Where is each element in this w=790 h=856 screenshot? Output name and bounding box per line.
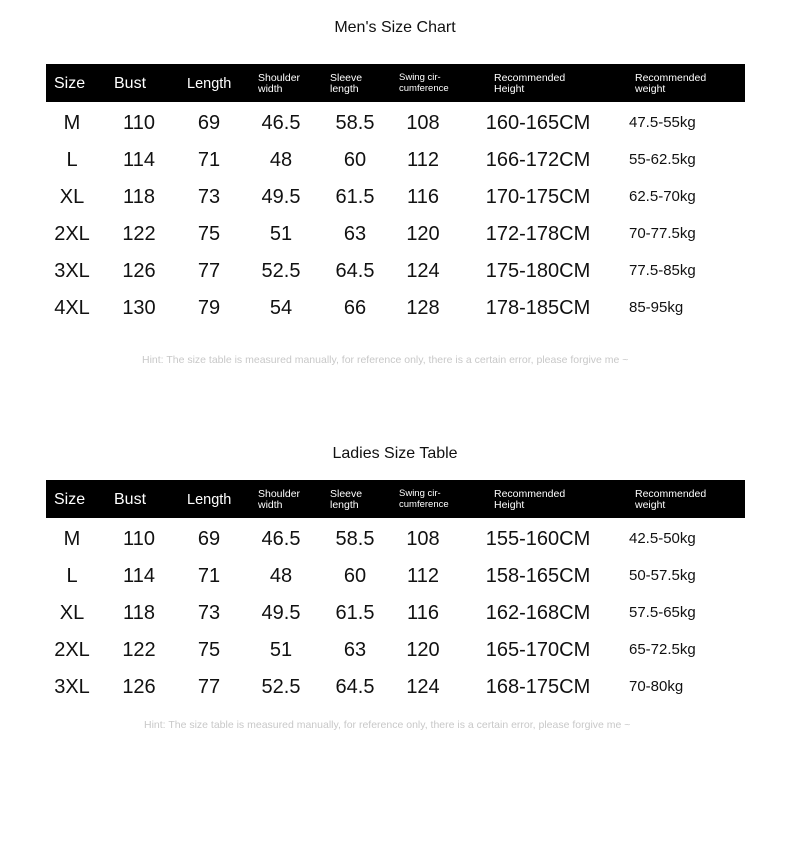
cell-bust: 118: [123, 186, 155, 208]
cell-bust: 122: [122, 639, 156, 661]
cell-bust: 110: [123, 112, 155, 134]
cell-size: XL: [59, 602, 85, 624]
women-hint-text: Hint: The size table is measured manually, for reference only, there is a certain error, please forgive me ~: [144, 719, 631, 731]
cell-length: 73: [197, 602, 221, 624]
cell-length: 69: [197, 112, 221, 134]
cell-recommended-height: 166-172CM: [485, 149, 591, 171]
cell-length: 77: [197, 676, 221, 698]
cell-recommended-height: 162-168CM: [485, 602, 591, 624]
header-shoulder-line1: Shoulder: [258, 488, 301, 500]
cell-size: M: [63, 528, 81, 550]
header-weight: [635, 489, 706, 511]
cell-sleeve-length: 60: [343, 149, 367, 171]
cell-size: L: [66, 149, 78, 171]
cell-swing-circumference: 128: [406, 297, 440, 319]
table-row: [46, 251, 745, 288]
table-row: [46, 667, 745, 704]
cell-swing-circumference: 108: [406, 112, 440, 134]
header-weight-line1: Recommended: [635, 488, 707, 500]
header-swing-line2: cumference: [399, 83, 449, 94]
cell-sleeve-length: 64.5: [335, 260, 375, 282]
header-bust: Bust: [114, 491, 147, 508]
cell-size: M: [63, 112, 81, 134]
cell-shoulder-width: 48: [269, 149, 293, 171]
header-shoulder-line2: width: [258, 83, 283, 95]
header-weight: [635, 73, 706, 95]
cell-sleeve-length: 63: [343, 223, 367, 245]
cell-bust: 122: [122, 223, 156, 245]
cell-sleeve-length: 60: [343, 565, 367, 587]
cell-swing-circumference: 124: [406, 260, 440, 282]
cell-recommended-height: 178-185CM: [485, 297, 591, 319]
cell-sleeve-length: 61.5: [335, 186, 375, 208]
cell-bust: 130: [122, 297, 156, 319]
header-weight-line2: weight: [635, 83, 666, 95]
cell-recommended-weight: 42.5-50kg: [629, 530, 696, 547]
header-length: Length: [187, 492, 232, 508]
header-swing: [399, 488, 449, 510]
women-header-row: [46, 480, 745, 518]
table-row: [46, 288, 745, 325]
cell-recommended-weight: 65-72.5kg: [629, 641, 696, 658]
header-swing-line1: Swing cir-: [399, 488, 441, 499]
header-sleeve: [330, 489, 362, 511]
cell-length: 69: [197, 528, 221, 550]
cell-bust: 126: [122, 676, 156, 698]
cell-recommended-height: 175-180CM: [485, 260, 591, 282]
cell-sleeve-length: 63: [343, 639, 367, 661]
table-row: [46, 519, 745, 556]
cell-shoulder-width: 49.5: [261, 186, 301, 208]
men-hint-text: Hint: The size table is measured manually, for reference only, there is a certain error, please forgive me ~: [142, 354, 629, 366]
cell-shoulder-width: 51: [269, 639, 293, 661]
cell-sleeve-length: 66: [343, 297, 367, 319]
cell-recommended-weight: 85-95kg: [629, 299, 684, 316]
cell-length: 79: [197, 297, 221, 319]
table-row: [46, 103, 745, 140]
header-bust: Bust: [114, 75, 147, 92]
header-shoulder-line1: Shoulder: [258, 72, 301, 84]
header-weight-line2: weight: [635, 499, 666, 511]
cell-shoulder-width: 46.5: [261, 528, 301, 550]
cell-bust: 114: [123, 565, 155, 587]
cell-shoulder-width: 54: [269, 297, 293, 319]
men-size-rows: [46, 103, 745, 325]
cell-recommended-weight: 70-80kg: [629, 678, 684, 695]
cell-sleeve-length: 64.5: [335, 676, 375, 698]
cell-length: 75: [197, 223, 221, 245]
women-chart-title: Ladies Size Table: [332, 445, 458, 462]
header-shoulder: [258, 489, 300, 511]
cell-size: 3XL: [54, 260, 90, 282]
cell-recommended-height: 160-165CM: [485, 112, 591, 134]
cell-sleeve-length: 61.5: [335, 602, 375, 624]
cell-sleeve-length: 58.5: [335, 528, 375, 550]
cell-recommended-weight: 57.5-65kg: [629, 604, 696, 621]
header-height: [494, 73, 565, 95]
header-height-line2: Height: [494, 499, 525, 511]
cell-size: 3XL: [54, 676, 90, 698]
header-length: Length: [187, 76, 232, 92]
cell-size: 2XL: [54, 223, 90, 245]
table-row: [46, 177, 745, 214]
cell-recommended-height: 172-178CM: [485, 223, 591, 245]
cell-shoulder-width: 49.5: [261, 602, 301, 624]
header-height: [494, 489, 565, 511]
cell-recommended-weight: 55-62.5kg: [629, 151, 696, 168]
header-height-line1: Recommended: [494, 488, 566, 500]
cell-bust: 118: [123, 602, 155, 624]
cell-shoulder-width: 48: [269, 565, 293, 587]
header-weight-line1: Recommended: [635, 72, 707, 84]
header-sleeve-line2: length: [330, 499, 359, 511]
cell-size: XL: [59, 186, 85, 208]
cell-length: 77: [197, 260, 221, 282]
cell-swing-circumference: 124: [406, 676, 440, 698]
cell-recommended-height: 165-170CM: [485, 639, 591, 661]
cell-shoulder-width: 52.5: [261, 260, 301, 282]
header-swing-line2: cumference: [399, 499, 449, 510]
cell-bust: 110: [123, 528, 155, 550]
cell-length: 75: [197, 639, 221, 661]
cell-recommended-height: 168-175CM: [485, 676, 591, 698]
cell-swing-circumference: 108: [406, 528, 440, 550]
cell-bust: 126: [122, 260, 156, 282]
cell-recommended-weight: 70-77.5kg: [629, 225, 696, 242]
cell-recommended-height: 170-175CM: [485, 186, 591, 208]
header-height-line1: Recommended: [494, 72, 566, 84]
cell-swing-circumference: 112: [407, 565, 439, 587]
men-header-row: [46, 64, 745, 102]
cell-swing-circumference: 112: [407, 149, 439, 171]
cell-length: 73: [197, 186, 221, 208]
cell-shoulder-width: 51: [269, 223, 293, 245]
header-swing-line1: Swing cir-: [399, 72, 441, 83]
header-sleeve-line1: Sleeve: [330, 72, 363, 84]
cell-swing-circumference: 120: [406, 639, 440, 661]
table-row: [46, 593, 745, 630]
cell-recommended-weight: 47.5-55kg: [629, 114, 696, 131]
table-row: [46, 140, 745, 177]
table-row: [46, 214, 745, 251]
header-shoulder: [258, 73, 300, 95]
cell-recommended-weight: 62.5-70kg: [629, 188, 696, 205]
cell-length: 71: [197, 149, 221, 171]
cell-size: 4XL: [54, 297, 90, 319]
header-sleeve: [330, 73, 362, 95]
cell-size: L: [66, 565, 78, 587]
header-size: Size: [54, 75, 86, 92]
header-sleeve-line1: Sleeve: [330, 488, 363, 500]
women-size-rows: [46, 519, 745, 704]
header-swing: [399, 72, 449, 94]
header-shoulder-line2: width: [258, 499, 283, 511]
cell-recommended-height: 155-160CM: [485, 528, 591, 550]
cell-shoulder-width: 52.5: [261, 676, 301, 698]
cell-bust: 114: [123, 149, 155, 171]
table-row: [46, 556, 745, 593]
cell-recommended-weight: 77.5-85kg: [629, 262, 696, 279]
cell-sleeve-length: 58.5: [335, 112, 375, 134]
cell-length: 71: [197, 565, 221, 587]
header-height-line2: Height: [494, 83, 525, 95]
cell-size: 2XL: [54, 639, 90, 661]
men-chart-title: Men's Size Chart: [334, 19, 456, 36]
header-sleeve-line2: length: [330, 83, 359, 95]
cell-shoulder-width: 46.5: [261, 112, 301, 134]
table-row: [46, 630, 745, 667]
cell-recommended-weight: 50-57.5kg: [629, 567, 696, 584]
cell-swing-circumference: 120: [406, 223, 440, 245]
header-size: Size: [54, 491, 86, 508]
cell-recommended-height: 158-165CM: [485, 565, 591, 587]
cell-swing-circumference: 116: [407, 186, 439, 208]
cell-swing-circumference: 116: [407, 602, 439, 624]
